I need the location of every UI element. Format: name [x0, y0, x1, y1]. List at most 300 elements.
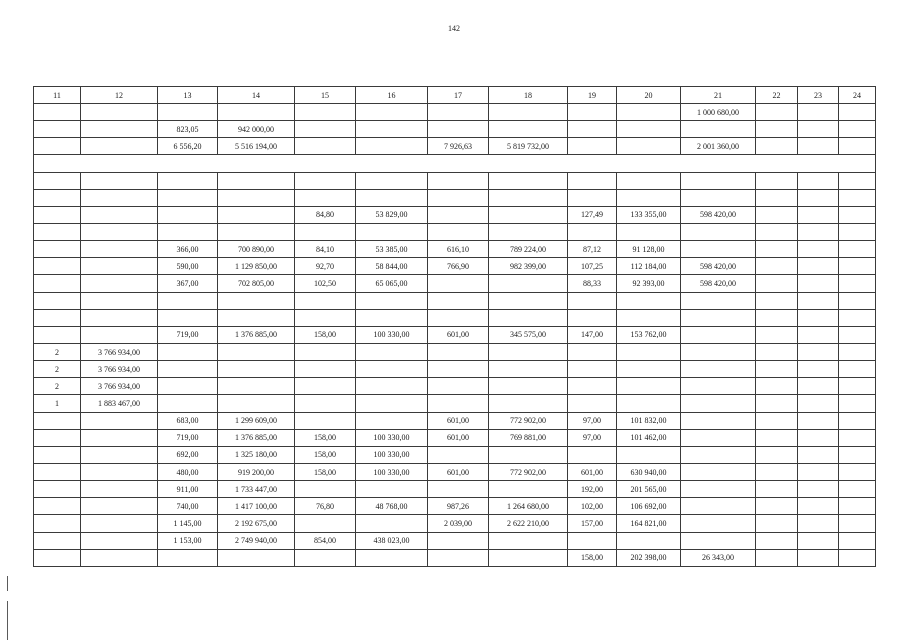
table-cell-col-18: 982 399,00: [489, 258, 568, 275]
table-cell-col-20: 101 462,00: [617, 429, 681, 446]
table-cell-col-13: [158, 361, 218, 378]
table-cell-col-11: 2: [34, 343, 81, 360]
table-cell-col-12: 1 883 467,00: [81, 395, 158, 412]
table-cell-col-17: [428, 172, 489, 189]
table-cell-col-23: [798, 275, 839, 292]
table-cell-col-24: [839, 241, 876, 258]
scan-artifact-mark: [7, 576, 8, 591]
table-row: [34, 361, 876, 378]
table-cell-col-11: [34, 241, 81, 258]
table-cell-col-13: 911,00: [158, 481, 218, 498]
table-cell-col-14: 1 733 447,00: [218, 481, 295, 498]
table-cell-col-23: [798, 395, 839, 412]
table-cell-col-19: 88,33: [568, 275, 617, 292]
table-cell-col-23: [798, 241, 839, 258]
column-header: 22: [756, 87, 798, 104]
table-cell-col-19: [568, 121, 617, 138]
table-cell-col-21: [681, 343, 756, 360]
table-cell-col-22: [756, 481, 798, 498]
table-cell-col-11: [34, 172, 81, 189]
table-cell-col-11: [34, 189, 81, 206]
table-cell-col-17: [428, 189, 489, 206]
table-cell-col-24: [839, 292, 876, 309]
table-row: [34, 446, 876, 463]
table-cell-col-20: 112 184,00: [617, 258, 681, 275]
table-cell-col-23: [798, 498, 839, 515]
table-cell-col-19: [568, 446, 617, 463]
table-cell-col-16: 48 768,00: [356, 498, 428, 515]
table-cell-col-19: [568, 292, 617, 309]
table-cell-col-22: [756, 309, 798, 326]
page-number: 142: [448, 24, 460, 33]
table-cell-col-22: [756, 412, 798, 429]
table-cell-col-19: [568, 378, 617, 395]
table-cell-col-11: [34, 223, 81, 240]
table-cell-col-17: 601,00: [428, 463, 489, 480]
table-cell-col-22: [756, 275, 798, 292]
table-cell-col-14: [218, 292, 295, 309]
table-cell-col-13: 480,00: [158, 463, 218, 480]
table-cell-col-13: [158, 223, 218, 240]
table-cell-col-22: [756, 463, 798, 480]
table-cell-col-20: [617, 446, 681, 463]
table-cell-col-22: [756, 241, 798, 258]
table-cell-col-15: [295, 412, 356, 429]
table-cell-col-24: [839, 481, 876, 498]
table-cell-col-11: [34, 549, 81, 566]
table-cell-col-16: 58 844,00: [356, 258, 428, 275]
table-cell-col-18: [489, 172, 568, 189]
table-cell-col-23: [798, 532, 839, 549]
table-cell-col-12: [81, 258, 158, 275]
table-cell-col-16: [356, 104, 428, 121]
table-cell-col-21: [681, 412, 756, 429]
table-cell-col-22: [756, 258, 798, 275]
table-cell-col-13: 590,00: [158, 258, 218, 275]
table-cell-col-13: [158, 189, 218, 206]
table-cell-col-15: [295, 515, 356, 532]
table-cell-col-15: [295, 223, 356, 240]
table-cell-col-13: 692,00: [158, 446, 218, 463]
table-cell-col-20: 101 832,00: [617, 412, 681, 429]
table-cell-col-18: [489, 549, 568, 566]
column-header: 13: [158, 87, 218, 104]
table-cell-col-11: [34, 326, 81, 343]
table-cell-col-20: 630 940,00: [617, 463, 681, 480]
table-cell-col-18: [489, 532, 568, 549]
table-cell-col-17: [428, 292, 489, 309]
table-cell-col-23: [798, 292, 839, 309]
table-cell-col-20: 92 393,00: [617, 275, 681, 292]
table-cell-col-22: [756, 343, 798, 360]
table-cell-col-14: 942 000,00: [218, 121, 295, 138]
column-header: 17: [428, 87, 489, 104]
table-cell-col-15: [295, 172, 356, 189]
table-cell-col-14: 2 192 675,00: [218, 515, 295, 532]
table-cell-col-15: [295, 361, 356, 378]
table-cell-col-14: [218, 309, 295, 326]
table-cell-col-17: 616,10: [428, 241, 489, 258]
table-cell-col-22: [756, 104, 798, 121]
table-cell-col-19: 97,00: [568, 429, 617, 446]
table-cell-col-13: 6 556,20: [158, 138, 218, 155]
table-cell-col-23: [798, 121, 839, 138]
table-row: [34, 223, 876, 240]
table-cell-col-11: [34, 532, 81, 549]
table-cell-col-21: 2 001 360,00: [681, 138, 756, 155]
table-cell-col-18: [489, 189, 568, 206]
table-cell-col-16: [356, 515, 428, 532]
table-cell-col-13: [158, 104, 218, 121]
table-row: [34, 258, 876, 275]
table-cell-col-22: [756, 498, 798, 515]
table-cell-col-22: [756, 395, 798, 412]
scan-artifact-mark: [7, 601, 8, 640]
table-cell-col-16: [356, 223, 428, 240]
table-cell-col-13: 367,00: [158, 275, 218, 292]
table-cell-col-20: [617, 104, 681, 121]
table-row: [34, 172, 876, 189]
table-cell-col-15: 854,00: [295, 532, 356, 549]
table-row: [34, 104, 876, 121]
table-cell-col-18: 1 264 680,00: [489, 498, 568, 515]
table-cell-col-16: [356, 292, 428, 309]
table-cell-col-21: 26 343,00: [681, 549, 756, 566]
table-cell-col-19: [568, 343, 617, 360]
table-cell-col-24: [839, 343, 876, 360]
table-cell-col-24: [839, 104, 876, 121]
table-cell-col-24: [839, 138, 876, 155]
table-cell-col-19: 158,00: [568, 549, 617, 566]
table-cell-col-16: [356, 412, 428, 429]
table-cell-col-17: [428, 378, 489, 395]
table-cell-col-17: 601,00: [428, 429, 489, 446]
table-cell-col-20: 164 821,00: [617, 515, 681, 532]
column-header: 19: [568, 87, 617, 104]
table-cell-col-11: [34, 258, 81, 275]
table-cell-col-12: [81, 223, 158, 240]
table-cell-col-11: [34, 138, 81, 155]
table-cell-col-22: [756, 549, 798, 566]
table-cell-col-15: [295, 481, 356, 498]
table-cell-col-17: [428, 446, 489, 463]
table-cell-col-11: [34, 121, 81, 138]
table-cell-col-19: [568, 309, 617, 326]
table-cell-col-13: 823,05: [158, 121, 218, 138]
table-cell-col-12: [81, 309, 158, 326]
table-row: [34, 155, 876, 172]
table-row: [34, 412, 876, 429]
table-row: [34, 241, 876, 258]
table-cell-col-19: 147,00: [568, 326, 617, 343]
table-cell-col-24: [839, 275, 876, 292]
table-cell-col-24: [839, 309, 876, 326]
table-cell-col-22: [756, 121, 798, 138]
table-cell-col-23: [798, 412, 839, 429]
table-cell-col-22: [756, 326, 798, 343]
table-cell-col-17: [428, 206, 489, 223]
table-cell-col-19: [568, 532, 617, 549]
table-cell-col-14: [218, 104, 295, 121]
table-cell-col-17: [428, 104, 489, 121]
table-cell-col-20: 201 565,00: [617, 481, 681, 498]
table-cell-col-21: [681, 481, 756, 498]
header-row: [34, 87, 876, 104]
table-cell-col-15: [295, 121, 356, 138]
table-cell-col-23: [798, 481, 839, 498]
table-cell-col-16: [356, 309, 428, 326]
table-cell-col-21: 1 000 680,00: [681, 104, 756, 121]
table-cell-col-22: [756, 361, 798, 378]
table-cell-col-20: [617, 309, 681, 326]
table-cell-col-11: [34, 463, 81, 480]
table-cell-col-16: 100 330,00: [356, 446, 428, 463]
table-cell-col-18: 5 819 732,00: [489, 138, 568, 155]
table-cell-col-14: 2 749 940,00: [218, 532, 295, 549]
table-cell-col-21: [681, 429, 756, 446]
table-cell-col-23: [798, 104, 839, 121]
table-cell-col-13: 366,00: [158, 241, 218, 258]
column-header: 15: [295, 87, 356, 104]
table-cell-col-16: [356, 378, 428, 395]
table-cell-col-12: [81, 121, 158, 138]
table-cell-col-21: 598 420,00: [681, 206, 756, 223]
table-cell-col-17: [428, 549, 489, 566]
table-cell-col-15: [295, 549, 356, 566]
table-cell-col-23: [798, 172, 839, 189]
table-cell-col-16: [356, 138, 428, 155]
table-cell-col-17: 601,00: [428, 412, 489, 429]
table-cell-col-23: [798, 361, 839, 378]
table-cell-col-16: 100 330,00: [356, 429, 428, 446]
table-cell-col-24: [839, 412, 876, 429]
table-cell-col-19: 157,00: [568, 515, 617, 532]
table-cell-col-12: [81, 446, 158, 463]
table-cell-col-13: [158, 378, 218, 395]
table-cell-col-21: [681, 361, 756, 378]
table-cell-col-16: 53 385,00: [356, 241, 428, 258]
column-header: 16: [356, 87, 428, 104]
table-cell-col-18: [489, 395, 568, 412]
table-cell-col-12: [81, 515, 158, 532]
table-cell-col-18: [489, 378, 568, 395]
table-row: [34, 343, 876, 360]
table-cell-col-18: [489, 104, 568, 121]
table-cell-col-19: 127,49: [568, 206, 617, 223]
table-cell-col-16: 438 023,00: [356, 532, 428, 549]
table-cell-col-23: [798, 258, 839, 275]
table-cell-col-13: [158, 309, 218, 326]
table-cell-col-15: [295, 104, 356, 121]
table-cell-col-12: [81, 241, 158, 258]
table-cell-col-15: [295, 189, 356, 206]
table-row: [34, 292, 876, 309]
table-cell-col-18: 772 902,00: [489, 463, 568, 480]
table-cell-col-24: [839, 223, 876, 240]
table-cell-col-13: 719,00: [158, 326, 218, 343]
table-cell-col-11: 1: [34, 395, 81, 412]
table-cell-col-24: [839, 532, 876, 549]
table-cell-col-24: [839, 361, 876, 378]
table-cell-col-13: 1 145,00: [158, 515, 218, 532]
table-cell-col-24: [839, 446, 876, 463]
table-cell-col-11: 2: [34, 378, 81, 395]
table-cell-col-19: 102,00: [568, 498, 617, 515]
table-cell-col-22: [756, 172, 798, 189]
table-cell-col-14: [218, 206, 295, 223]
table-cell-col-11: [34, 206, 81, 223]
table-cell-col-24: [839, 498, 876, 515]
table-cell-col-17: 987,26: [428, 498, 489, 515]
table-cell-col-18: [489, 446, 568, 463]
table-cell-col-21: [681, 189, 756, 206]
table-cell-col-16: 53 829,00: [356, 206, 428, 223]
table-cell-col-14: 700 890,00: [218, 241, 295, 258]
table-cell-col-20: 106 692,00: [617, 498, 681, 515]
table-cell-col-23: [798, 326, 839, 343]
table-cell-col-12: 3 766 934,00: [81, 378, 158, 395]
table-cell-col-20: 133 355,00: [617, 206, 681, 223]
table-cell-col-19: [568, 223, 617, 240]
table-cell-col-18: [489, 121, 568, 138]
table-cell-col-14: [218, 223, 295, 240]
table-cell-col-23: [798, 343, 839, 360]
table-cell-col-17: [428, 309, 489, 326]
table-cell-col-19: 107,25: [568, 258, 617, 275]
table-cell-col-21: [681, 309, 756, 326]
table-cell-col-11: [34, 515, 81, 532]
table-cell-col-21: [681, 498, 756, 515]
table-cell-col-20: [617, 343, 681, 360]
table-cell-col-18: 345 575,00: [489, 326, 568, 343]
table-cell-col-24: [839, 549, 876, 566]
table-row: [34, 275, 876, 292]
table-cell-col-21: [681, 395, 756, 412]
table-row: [34, 515, 876, 532]
table-cell-col-17: 7 926,63: [428, 138, 489, 155]
table-cell-col-14: 1 129 850,00: [218, 258, 295, 275]
table-cell-col-16: [356, 172, 428, 189]
table-cell-col-12: [81, 189, 158, 206]
table-cell-col-14: [218, 361, 295, 378]
table-cell-col-16: [356, 361, 428, 378]
table-cell-col-18: 772 902,00: [489, 412, 568, 429]
table-cell-col-16: [356, 395, 428, 412]
table-cell-col-16: [356, 549, 428, 566]
table-row: [34, 121, 876, 138]
table-cell-col-18: [489, 481, 568, 498]
table-cell-col-19: 97,00: [568, 412, 617, 429]
table-cell-col-13: [158, 206, 218, 223]
table-cell-col-23: [798, 189, 839, 206]
table-cell-col-19: 601,00: [568, 463, 617, 480]
table-cell-col-21: [681, 241, 756, 258]
table-cell-col-17: [428, 343, 489, 360]
table-cell-col-24: [839, 395, 876, 412]
table-cell-col-20: 91 128,00: [617, 241, 681, 258]
table-row: [34, 463, 876, 480]
table-cell-col-12: [81, 498, 158, 515]
table-row: [34, 532, 876, 549]
column-header: 14: [218, 87, 295, 104]
table-cell-col-24: [839, 258, 876, 275]
table-cell-col-12: 3 766 934,00: [81, 361, 158, 378]
table-cell-col-23: [798, 223, 839, 240]
table-cell-col-21: [681, 532, 756, 549]
table-cell-col-11: [34, 104, 81, 121]
table-cell-col-14: 5 516 194,00: [218, 138, 295, 155]
table-cell-col-17: 601,00: [428, 326, 489, 343]
data-table: [33, 86, 876, 567]
column-header: 21: [681, 87, 756, 104]
table-cell-col-12: [81, 429, 158, 446]
table-cell-col-15: [295, 343, 356, 360]
table-cell-col-12: [81, 172, 158, 189]
table-row: [34, 549, 876, 566]
column-header: 12: [81, 87, 158, 104]
table-cell-col-11: 2: [34, 361, 81, 378]
table-cell-col-15: [295, 395, 356, 412]
table-row: [34, 326, 876, 343]
table-cell-col-23: [798, 206, 839, 223]
table-cell-col-21: [681, 463, 756, 480]
table-cell-col-17: [428, 361, 489, 378]
table-cell-col-17: [428, 223, 489, 240]
table-cell-col-21: [681, 326, 756, 343]
table-cell-col-19: [568, 361, 617, 378]
table-cell-col-22: [756, 429, 798, 446]
table-cell-col-18: [489, 309, 568, 326]
table-cell-col-21: [681, 292, 756, 309]
table-cell-col-12: [81, 481, 158, 498]
table-row: [34, 395, 876, 412]
table-cell-col-11: [34, 498, 81, 515]
table-cell-col-14: 1 376 885,00: [218, 429, 295, 446]
table-row: [34, 206, 876, 223]
table-cell-col-23: [798, 515, 839, 532]
table-cell-col-14: 1 325 180,00: [218, 446, 295, 463]
table-cell-col-11: [34, 309, 81, 326]
table-cell-col-17: 2 039,00: [428, 515, 489, 532]
table-cell-col-12: [81, 206, 158, 223]
table-cell-col-17: [428, 532, 489, 549]
table-cell-col-20: [617, 138, 681, 155]
column-header: 23: [798, 87, 839, 104]
table-cell-col-12: [81, 292, 158, 309]
table-cell-col-18: [489, 275, 568, 292]
table-cell-col-18: [489, 292, 568, 309]
table-header: [34, 87, 876, 104]
table-cell-col-21: [681, 446, 756, 463]
table-cell-col-15: 102,50: [295, 275, 356, 292]
table-cell-col-23: [798, 309, 839, 326]
table-cell-col-14: [218, 395, 295, 412]
table-cell-col-16: [356, 481, 428, 498]
table-cell-col-19: [568, 138, 617, 155]
table-cell-col-18: 769 881,00: [489, 429, 568, 446]
table-cell-col-16: 65 065,00: [356, 275, 428, 292]
table-cell-col-22: [756, 189, 798, 206]
table-cell-col-17: [428, 395, 489, 412]
table-cell-col-22: [756, 378, 798, 395]
table-cell-col-15: 92,70: [295, 258, 356, 275]
table-cell-col-18: [489, 361, 568, 378]
table-cell-col-24: [839, 326, 876, 343]
table-cell-col-23: [798, 549, 839, 566]
table-cell-col-14: [218, 378, 295, 395]
table-cell-col-18: 2 622 210,00: [489, 515, 568, 532]
table-cell-col-17: [428, 275, 489, 292]
